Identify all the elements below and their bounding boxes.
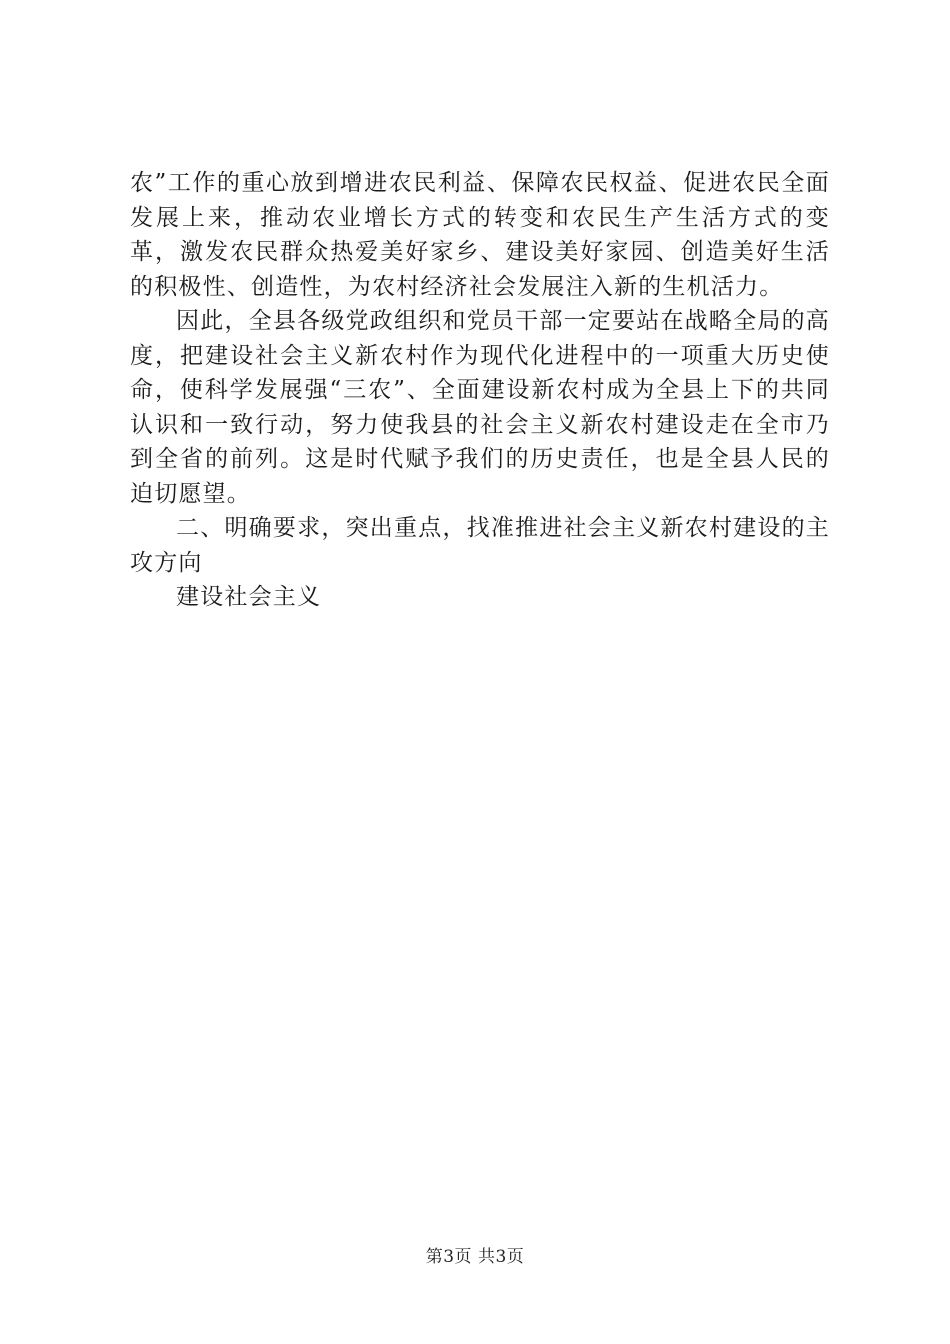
document-body — [130, 166, 830, 615]
page-footer: 第3页 共3页 — [425, 1247, 525, 1267]
paragraph-responsibility: 因此，全县各级党政组织和党员干部一定要站在战略全局的高度，把建设社会主义新农村作为现代化进程中的一项重大历史使命，使科学发展强“三农”、全面建设新农村成为全县上下的共同认识和一致行动，努力使我县的社会主义新农村建设走在全市乃到全省的前列。这是时代赋予我们的历史责任，也是全县人民的迫切愿望。 — [130, 308, 830, 507]
section-heading: 二、明确要求，突出重点，找准推进社会主义新农村建设的主攻方向 — [130, 515, 830, 576]
paragraph-continuation: 农”工作的重心放到增进农民利益、保障农民权益、促进农民全面发展上来，推动农业增长方式的转变和农民生产生活方式的变革，激发农民群众热爱美好家乡、建设美好家园、创造美好生活的积极性、创造性，为农村经济社会发展注入新的生机活力。 — [130, 170, 830, 300]
paragraph-truncated: 建设社会主义 — [176, 584, 322, 610]
